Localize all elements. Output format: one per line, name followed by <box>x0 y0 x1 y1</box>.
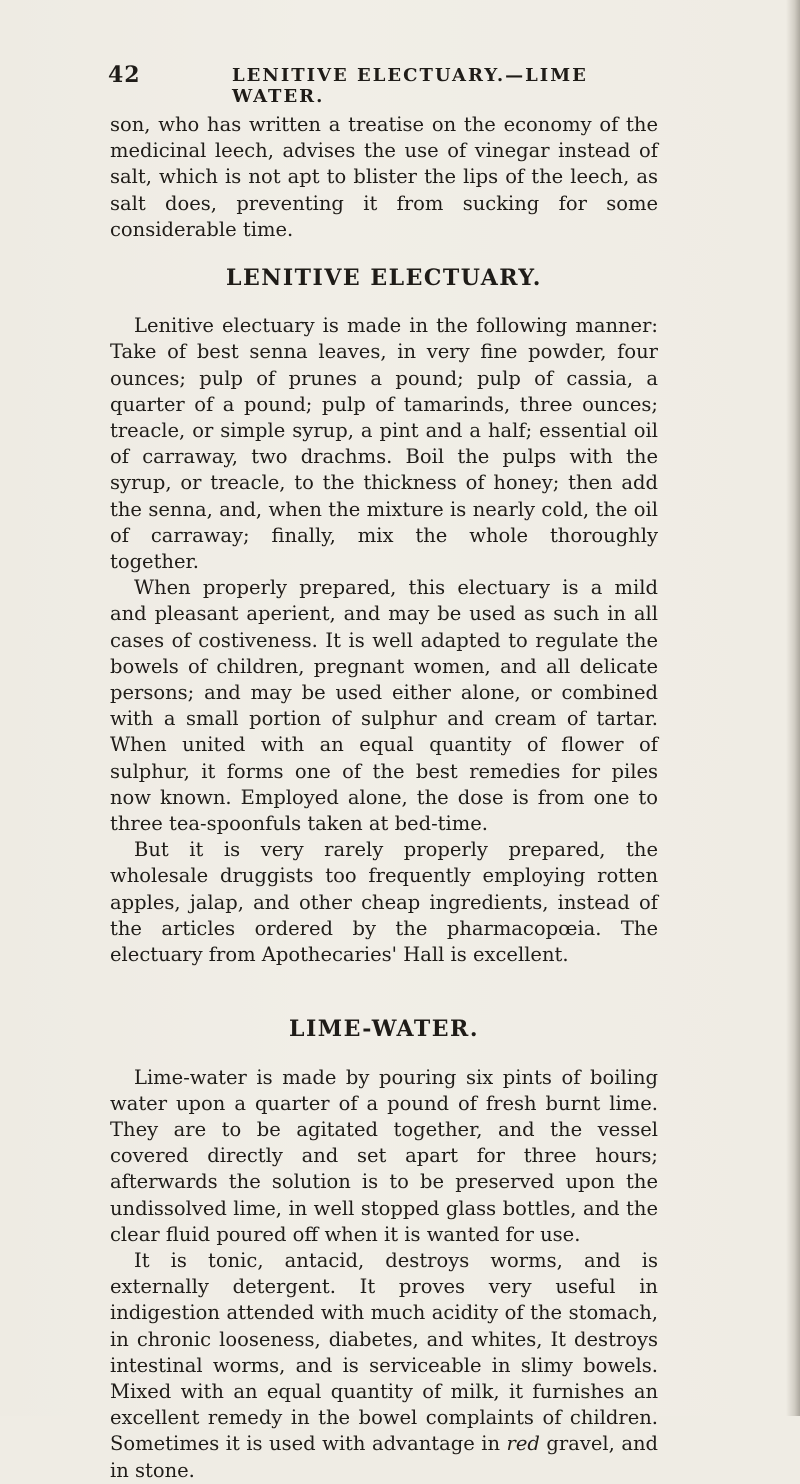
section-heading-lenitive: LENITIVE ELECTUARY. <box>226 265 542 292</box>
lime-paragraph-1: Lime-water is made by pouring six pints of boiling water upon a quarter of a pound of fresh burnt lime. They are to be agitated together, and the vessel covered directly and set apart for three hours; afterwards the solution is to be preserved upon the undissolved lime, in well stopped glass bottles, and the clear fluid poured off when it is wanted for use. <box>110 1065 658 1246</box>
lime-paragraph-2-text-b: gravel, and in stone. <box>110 1432 658 1482</box>
running-head <box>108 62 668 107</box>
page-body <box>110 112 658 1484</box>
lenitive-paragraph-2: When properly prepared, this electuary is a mild and pleasant aperient, and may be used as such in all cases of costiveness. It is well adapted to regulate the bowels of children, pregnant women, and all delicate persons; and may be used either alone, or combined with a small portion of sulphur and cream of tartar. When united with an equal quantity of flower of sulphur, it forms one of the best remedies for piles now known. Employed alone, the dose is from one to three tea-spoonfuls taken at bed-time. <box>110 576 658 836</box>
section-heading-lime-water: LIME-WATER. <box>289 1016 479 1043</box>
continuation-paragraph: son, who has written a treatise on the economy of the medicinal leech, advises the use of vinegar instead of salt, which is not apt to blister the lips of the leech, as salt does, preventing it from sucking for some considerable time. <box>110 113 658 241</box>
running-head-title: LENITIVE ELECTUARY.—LIME WATER. <box>232 65 588 107</box>
lenitive-paragraph-1: Lenitive electuary is made in the following manner: Take of best senna leaves, in very fine powder, four ounces; pulp of prunes a pound; pulp of cassia, a quarter of a pound; pulp of tamarinds, three ounces; treacle, or simple syrup, a pint and a half; essential oil of carraway, two drachms. Boil the pulps with the syrup, or treacle, to the thickness of honey; then add the senna, and, when the mixture is nearly cold, the oil of carraway; finally, mix the whole thoroughly together. <box>110 314 658 574</box>
lenitive-paragraph-3: But it is very rarely properly prepared, the wholesale druggists too frequently employing rotten apples, jalap, and other cheap ingredients, instead of the articles ordered by the pharmacopœia. The electuary from Apothecaries' Hall is excellent. <box>110 838 658 967</box>
lime-paragraph-2 <box>110 1248 658 1484</box>
lime-paragraph-2-text-a: It is tonic, antacid, destroys worms, and is externally detergent. It proves very useful in indigestion attended with much acidity of the stomach, in chronic looseness, diabetes, and whites, It destroys intestinal worms, and is serviceable in slimy bowels. Mixed with an equal quantity of milk, it furnishes an excellent remedy in the bowel complaints of children. Sometimes it is used with advantage in <box>110 1248 658 1456</box>
page-number: 42 <box>108 62 141 88</box>
lime-paragraph-2-italic: red <box>506 1432 540 1456</box>
page-edge-shadow <box>786 0 800 1416</box>
